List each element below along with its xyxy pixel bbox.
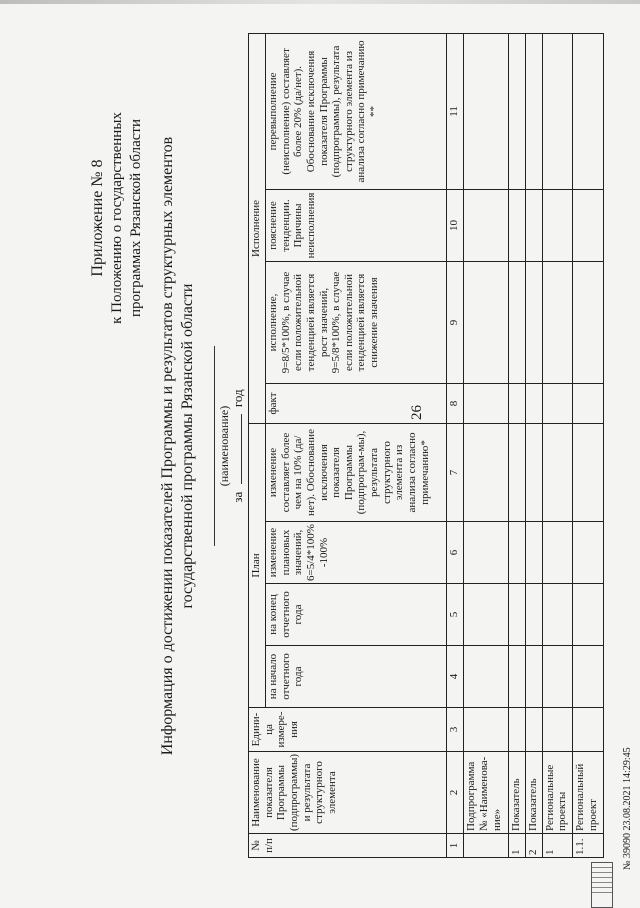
header-execution: Исполнение xyxy=(249,33,266,423)
appendix-title: Приложение № 8 xyxy=(89,159,106,277)
year-prefix: за xyxy=(230,491,245,503)
col-number: 8 xyxy=(447,383,464,423)
col-number: 3 xyxy=(447,708,464,752)
registration-stamp xyxy=(591,862,613,908)
appendix-line-2: к Положению о государственных xyxy=(109,112,125,324)
name-blank-line xyxy=(200,346,215,546)
row-num: 1.1. xyxy=(573,834,604,858)
name-field xyxy=(200,34,233,858)
header-row-1 xyxy=(249,33,266,857)
table-row xyxy=(508,33,525,857)
title-line-1: Информация о достижении показателей Программы и результатов структурных элементов xyxy=(159,136,176,756)
year-blank-line xyxy=(231,414,242,484)
col-number: 9 xyxy=(447,261,464,383)
header-overrun: перевыполнение (неисполнение) составляет более 20% (да/нет). Обоснование исключения показателя Программы (подпрограммы), результата структурного элемента из анализа согласно примечанию ** xyxy=(265,33,446,189)
indicators-table xyxy=(248,33,604,858)
col-number: 2 xyxy=(447,752,464,834)
row-num xyxy=(464,834,508,858)
name-caption: (наименование) xyxy=(217,405,231,487)
registration-text: № 39090 23.08.2021 14:29:45 xyxy=(622,747,633,870)
year-suffix: год xyxy=(230,389,245,408)
page-number: 26 xyxy=(409,405,425,420)
header-plan-start: на начало отчетного года xyxy=(265,646,446,708)
header-plan-justification: изменение составляет более чем на 10% (да/нет). Обоснование исключения показателя Программы (подпрограм-мы), результата структурного элемента из анализа согласно примечанию* xyxy=(265,423,446,521)
col-number: 5 xyxy=(447,584,464,646)
col-number: 7 xyxy=(447,423,464,521)
col-number: 6 xyxy=(447,522,464,584)
col-number: 4 xyxy=(447,646,464,708)
header-fact: факт xyxy=(265,383,446,423)
page-edge-mark xyxy=(0,0,640,4)
header-num: № п/п xyxy=(249,834,447,858)
col-number: 11 xyxy=(447,33,464,189)
column-number-row xyxy=(447,33,464,857)
table-row xyxy=(464,33,508,857)
row-name: Подпрограмма № «Наименова-ние» xyxy=(464,752,508,834)
row-num: 2 xyxy=(525,834,542,858)
table-row xyxy=(542,33,573,857)
row-name: Показатель xyxy=(525,752,542,834)
year-field xyxy=(230,34,246,858)
document-body xyxy=(40,34,610,858)
document-title xyxy=(158,34,198,858)
appendix-line-3: программах Рязанской области xyxy=(127,119,144,318)
header-plan: План xyxy=(249,423,266,707)
row-name: Показатель xyxy=(508,752,525,834)
header-exec-percent: исполнение, 9=8/5*100%, в случае если положительной тенденцией является рост значений, 9=5/8*100%, в случае если положительной тенденцией является снижение значения xyxy=(265,261,446,383)
appendix-header xyxy=(88,48,146,388)
row-name: Региональный проект xyxy=(573,752,604,834)
row-num: 1 xyxy=(542,834,573,858)
header-plan-end: на конец отчетного года xyxy=(265,584,446,646)
header-unit: Едини-ца измере-ния xyxy=(249,708,447,752)
header-name: Наименование показателя Программы (подпрограммы) и результата структурного элемента xyxy=(249,752,447,834)
title-line-2: государственной программы Рязанской области xyxy=(179,283,196,609)
col-number: 10 xyxy=(447,189,464,261)
header-plan-change: изменение плановых значений, 6=5/4*100% -100% xyxy=(265,522,446,584)
col-number: 1 xyxy=(447,834,464,858)
table-row xyxy=(525,33,542,857)
table-row xyxy=(573,33,604,857)
row-name: Региональные проекты xyxy=(542,752,573,834)
row-num: 1 xyxy=(508,834,525,858)
header-trend: пояснение тенденции. Причины неисполнения xyxy=(265,189,446,261)
